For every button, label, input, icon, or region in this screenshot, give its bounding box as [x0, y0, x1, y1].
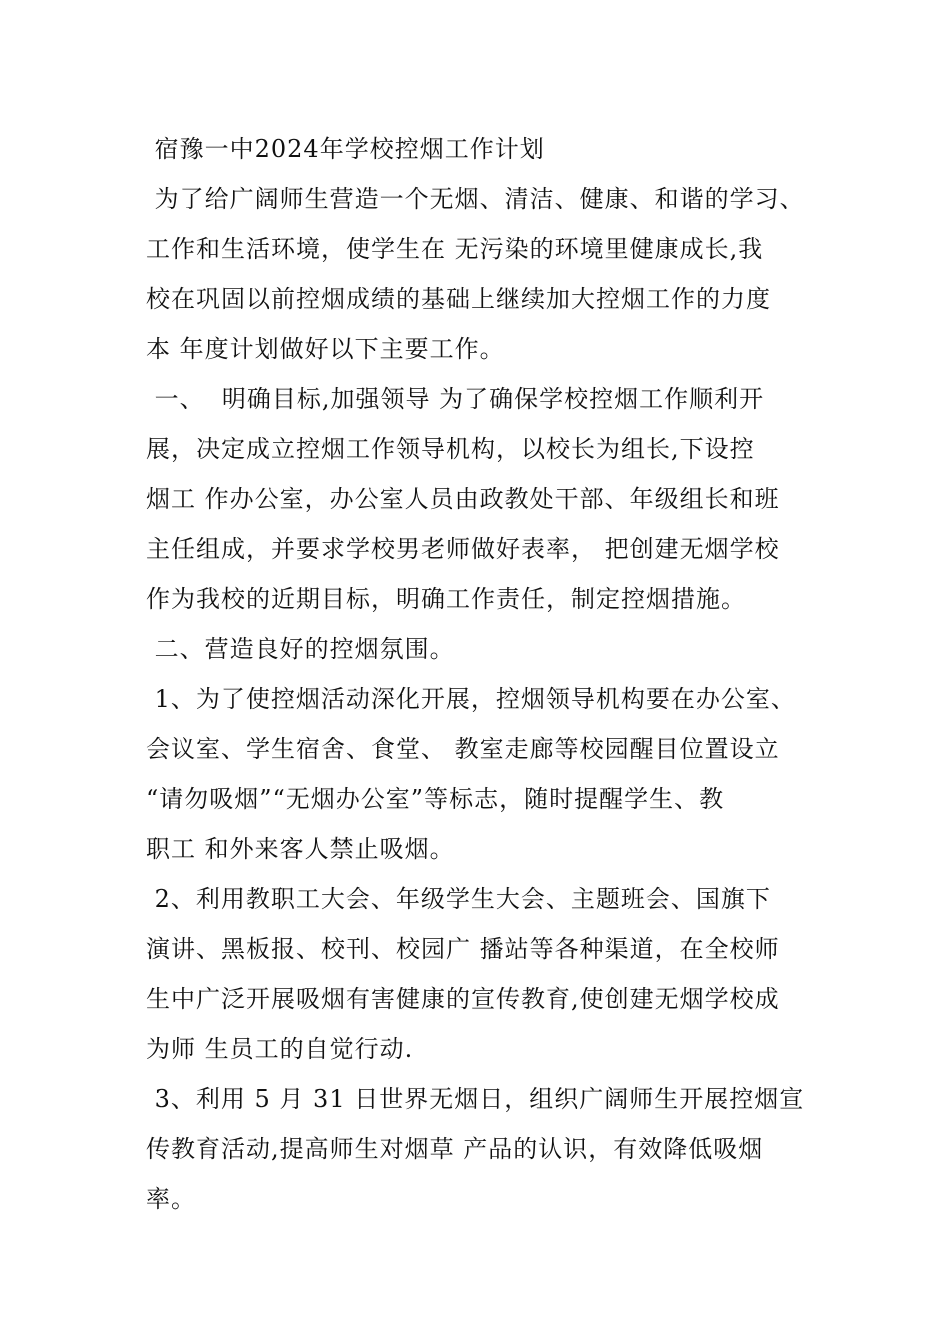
document-title: 宿豫一中2024年学校控烟工作计划	[146, 135, 545, 163]
text-line: 3、利用 5 月 31 日世界无烟日，组织广阔师生开展控烟宣	[146, 1085, 805, 1113]
text-line: 烟工 作办公室，办公室人员由政教处干部、年级组长和班	[146, 485, 780, 513]
text-line: 校在巩固以前控烟成绩的基础上继续加大控烟工作的力度	[146, 285, 771, 313]
text-line: 作为我校的近期目标，明确工作责任，制定控烟措施。	[146, 585, 746, 613]
text-line: 工作和生活环境，使学生在 无污染的环境里健康成长,我	[146, 235, 764, 263]
text-line: 职工 和外来客人禁止吸烟。	[146, 835, 455, 863]
text-line: 传教育活动,提高师生对烟草 产品的认识，有效降低吸烟	[146, 1135, 764, 1163]
text-line: 展，决定成立控烟工作领导机构，以校长为组长,下设控	[146, 435, 755, 463]
text-line: 生中广泛开展吸烟有害健康的宣传教育,使创建无烟学校成	[146, 985, 780, 1013]
text-line: 会议室、学生宿舍、食堂、 教室走廊等校园醒目位置设立	[146, 735, 780, 763]
text-line: 演讲、黑板报、校刊、校园广 播站等各种渠道，在全校师	[146, 935, 780, 963]
section-heading: 二、营造良好的控烟氛围。	[146, 635, 455, 663]
section-heading: 一、 明确目标,加强领导 为了确保学校控烟工作顺利开	[146, 385, 765, 413]
text-line: 本 年度计划做好以下主要工作。	[146, 335, 505, 363]
text-line: 率。	[146, 1185, 196, 1213]
text-line: “请勿吸烟”“无烟办公室”等标志，随时提醒学生、教	[146, 785, 725, 813]
text-line: 主任组成，并要求学校男老师做好表率， 把创建无烟学校	[146, 535, 780, 563]
text-line: 2、利用教职工大会、年级学生大会、主题班会、国旗下	[146, 885, 771, 913]
text-line: 为师 生员工的自觉行动.	[146, 1035, 414, 1063]
text-line: 为了给广阔师生营造一个无烟、清洁、健康、和谐的学习、	[146, 185, 805, 213]
text-line: 1、为了使控烟活动深化开展，控烟领导机构要在办公室、	[146, 685, 796, 713]
